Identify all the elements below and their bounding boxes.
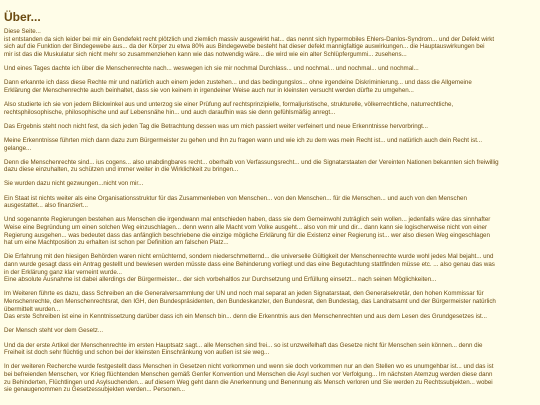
- paragraph: Sie wurden dazu nicht gezwungen...nicht von mir...: [4, 180, 144, 188]
- paragraph: Der Mensch steht vor dem Gesetz...: [4, 327, 104, 335]
- paragraph: Meine Erkenntnisse führten mich dann dazu zum Bürgermeister zu gehen und ihn zu fragen wann und wie ich zu dem was mein Recht ist... und natürlich auch dein Recht ist... gelange...: [4, 136, 483, 152]
- paragraph: In der weiteren Recherche wurde festgestellt dass Menschen in Gesetzen nicht vorkommen und wenn sie doch vorkommen nur an den Stellen wo es unumgehbar ist... und das ist bei befreienden Menschen, vor Krieg flüchtenden Menschen gemäß Genfer Konvention und Menschen die Asyl suchen vor Verfolgung... Im nächsten Atemzug werden diese dann zu Behinderten, Flüchtlingen und Asylsuchenden... auf diesem Weg geht dann die Anerkennung und Benennung als Mensch verloren und Sie werden zu Rechtssubjekten... wobei sie genaugenommen zu Gesetzessubjekten werden... Personen...: [4, 363, 494, 394]
- paragraph: Das Ergebnis steht noch nicht fest, da sich jeden Tag die Betrachtung dessen was um mich passiert weiter verfeinert und neue Erkenntnisse hervorbringt...: [4, 122, 428, 130]
- paragraph: Also studierte ich sie von jedem Blickwinkel aus und unterzog sie einer Prüfung auf rechtsprinzipielle, formaljuristische, strukturelle, völkerrechtliche, naturrechtliche, rechtsphilosophische, philosophische und auf Lebensnähe hin... und auch daraufhin was sie denn gefühlsmäßig anregt...: [4, 100, 454, 116]
- paragraph: Und sogenannte Regierungen bestehen aus Menschen die irgendwann mal entschieden haben, dass sie dem Gemeinwohl zuträglich sein wollen... jedenfalls wäre das sinnhafter Weise eine Begründung um einen solchen Weg einzuschlagen... denn wenn alle Macht vom Volke ausgeht... also von mir und dir... dann kann sie logischerweise nicht von einer Regierung ausgehen... was bedeutet dass das anfänglich beschriebene die einzige mögliche Erklärung für die Existenz einer Regierung ist... wer also diesen Weg eingeschlagen hat um eine Machtposition zu erhalten ist schon per Definition am falschen Platz...: [4, 216, 491, 247]
- article-body: [4, 28, 536, 394]
- paragraph: Die Erfahrung mit den hiesigen Behörden waren nicht ernüchternd, sondern niederschmetternd... die universelle Gültigkeit der Menschenrechte wurde wohl jedes Mal bejaht... und dann wurde gesagt dass ein Antrag gestellt und bewiesen werden müsste dass eine Behinderung vorliegt und das eine Begutachtung stattfinden müsse etc. ... also genau das was in der Erklärung ganz klar verneint wurde... Eine absolute Ausnahme ist dabei allerdings der Bürgermeister... der sich vorbehaltlos zur Durchsetzung und Erfüllung einsetzt... nach seinen Möglichkeiten...: [4, 253, 495, 284]
- page-title: Über...: [4, 10, 41, 24]
- paragraph: Und da der erste Artikel der Menschenrechte im ersten Hauptsatz sagt... alle Menschen sind frei... so ist unzweifelhaft das Gesetze nicht für Menschen sein können... denn die Freiheit ist doch sehr flüchtig und schon bei der kleinsten Einschränkung von außen ist sie weg...: [4, 341, 483, 357]
- paragraph: Denn die Menschenrechte sind... ius cogens... also unabdingbares recht... oberhalb von Verfassungsrecht... und die Signatarstaaten der Vereinten Nationen bekannten sich freiwillig dazu diese einzuhalten, zu schützen und immer weiter in die Wirklichkeit zu bringen...: [4, 158, 499, 174]
- paragraph: Ein Staat ist nichts weiter als eine Organisationsstruktur für das Zusammenleben von Menschen... von den Menschen... für die Menschen... und auch von den Menschen ausgestattet... also finanziert...: [4, 194, 467, 210]
- paragraph: Und eines Tages dachte ich über die Menschenrechte nach... weswegen ich sie mir nochmal Durchlass... und nochmal... und nochmal... und nochmal...: [4, 64, 419, 72]
- paragraph: Diese Seite... ist entstanden da sich leider bei mir ein Gendefekt recht plötzlich und ziemlich massiv ausgewirkt hat... das nennt sich hypermobiles Ehlers-Danlos-Syndrom... und der Defekt wirkt sich auf die Funktion der Bindegewebe aus... da der Körper zu etwa 80% aus Bindegewebe besteht hat dieser defekt mannigfaltige auswirkungen... die Hauptauswirkungen bei mir ist das die Muskulatur sich nicht mehr so zusammenziehen kann wie das notwendig wäre... die wird wie ein alter Schlüpfergummi... zusehens...: [4, 28, 495, 58]
- paragraph: Dann erkannte ich dass diese Rechte mir und natürlich auch einem jeden zustehen... und das bedingungslos... ohne irgendeine Diskriminierung... und dass die Allgemeine Erklärung der Menschenrechte auch beinhaltet, dass sie von keinem in irgendeiner Weise auch nur in kleinsten versucht werden dürfte zu umgehen...: [4, 79, 472, 94]
- paragraph: Im Weiteren führte es dazu, dass Schreiben an die Generalversammlung der UN und noch mal separat an jeden Signatarstaat, den Generalsekretär, den hohen Kommissar für Menschenrechte, den Menschenrechtsrat, den IGH, den Bundespräsidenten, den Bundeskanzler, den Bundesrat, den Bundestag, das Landratsamt und der Bürgermeister natürlich übermittelt wurden... Das erste Schreiben ist eine in Kenntnissetzung darüber dass ich ein Mensch bin... denn die Erkenntnis aus den Menschenrechten und aus dem Lesen des Grundgesetzes ist...: [4, 290, 496, 321]
